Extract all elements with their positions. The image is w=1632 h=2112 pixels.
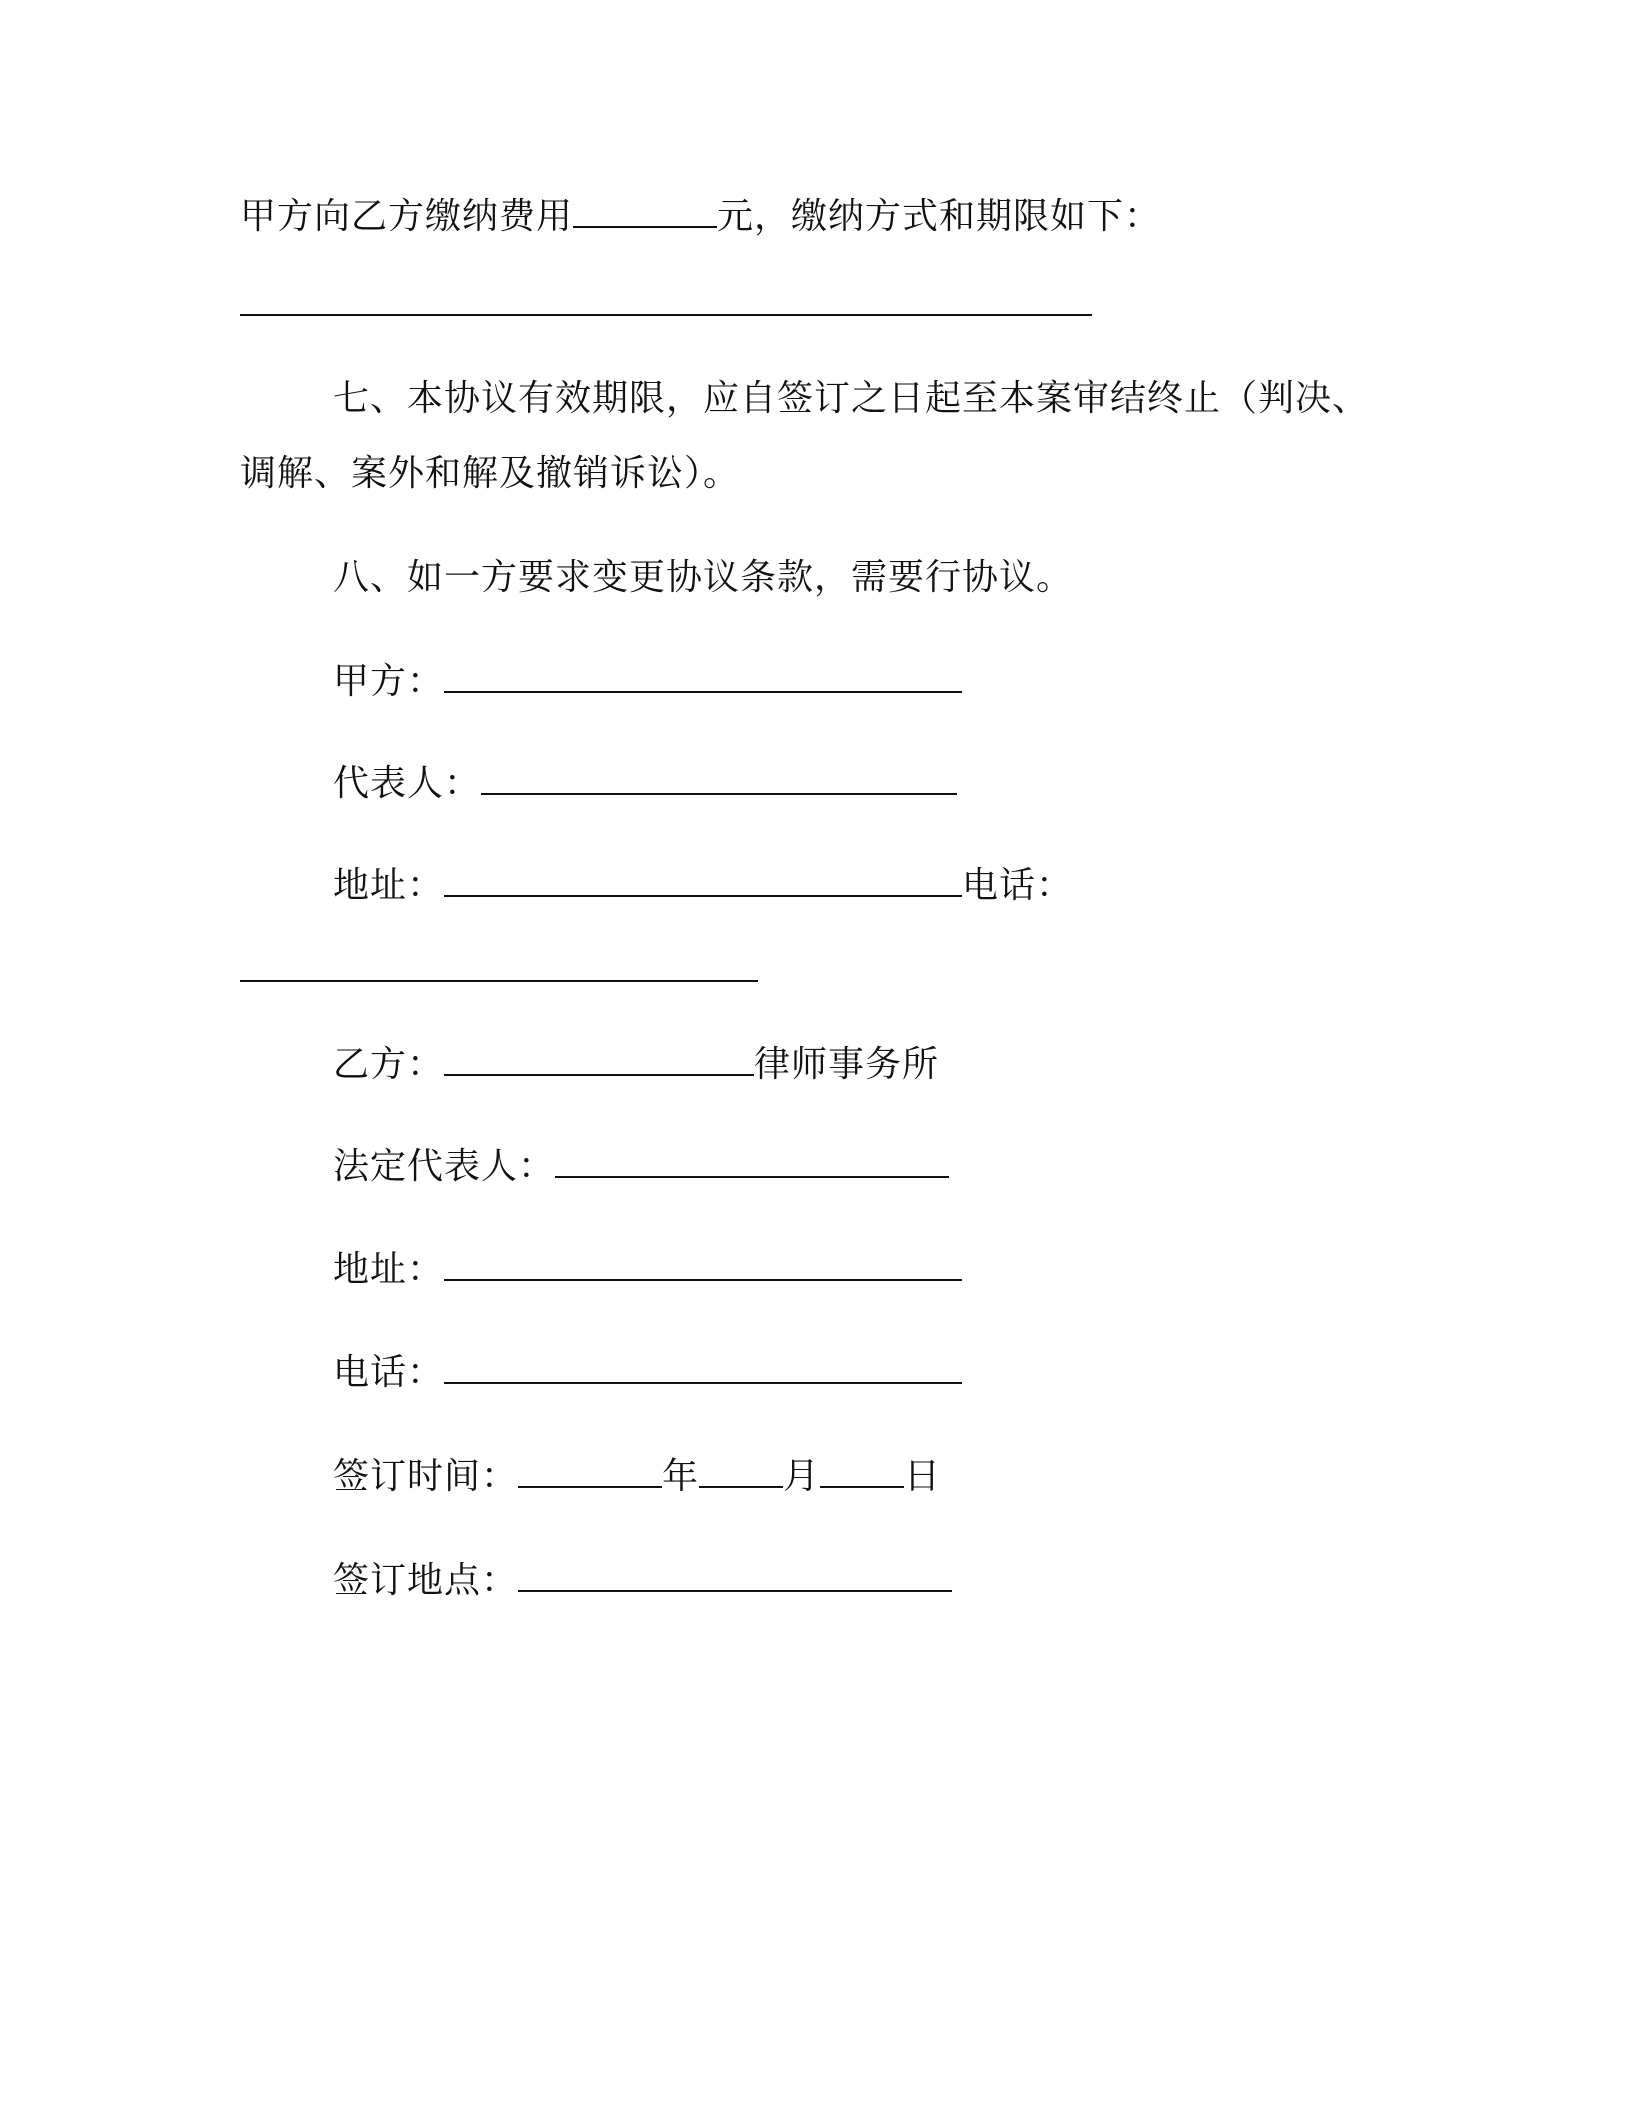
signing-day-label: 日 <box>904 1456 942 1497</box>
party-a-address-blank[interactable] <box>444 865 962 897</box>
party-b-line <box>333 1043 939 1087</box>
party-a-representative-line <box>333 762 957 806</box>
signing-day-blank[interactable] <box>820 1456 904 1488</box>
payment-method-blank[interactable] <box>240 314 1092 316</box>
signing-month-blank[interactable] <box>699 1456 783 1488</box>
fee-line <box>240 195 1161 239</box>
party-a-address-line <box>333 864 1073 908</box>
signing-time-line <box>333 1455 941 1499</box>
party-b-legal-rep-label: 法定代表人： <box>333 1146 556 1187</box>
signing-month-label: 月 <box>783 1456 821 1497</box>
party-b-legal-rep-line <box>333 1145 949 1189</box>
signing-year-label: 年 <box>662 1456 700 1497</box>
clause-7-line-2: 调解、案外和解及撤销诉讼）。 <box>240 453 741 494</box>
party-b-address-line <box>333 1248 962 1292</box>
party-a-label: 甲方： <box>333 661 445 702</box>
party-b-label: 乙方： <box>333 1044 445 1085</box>
fee-suffix: 元，缴纳方式和期限如下： <box>717 196 1162 237</box>
clause-8-text: 八、如一方要求变更协议条款，需要行协议。 <box>333 557 1074 598</box>
party-b-phone-blank[interactable] <box>444 1352 962 1384</box>
signing-place-label: 签订地点： <box>333 1560 519 1601</box>
party-a-line <box>333 660 962 704</box>
party-a-phone-label: 电话： <box>962 865 1074 906</box>
party-b-address-label: 地址： <box>333 1249 445 1290</box>
party-b-firm-suffix: 律师事务所 <box>754 1044 940 1085</box>
signing-place-blank[interactable] <box>518 1560 952 1592</box>
signing-time-label: 签订时间： <box>333 1456 519 1497</box>
party-b-legal-rep-blank[interactable] <box>555 1146 949 1178</box>
party-b-phone-label: 电话： <box>333 1352 445 1393</box>
party-a-representative-blank[interactable] <box>481 763 957 795</box>
fee-amount-blank[interactable] <box>573 196 717 228</box>
signing-year-blank[interactable] <box>518 1456 662 1488</box>
clause-7-line-1: 七、本协议有效期限，应自签订之日起至本案审结终止（判决、 <box>333 378 1370 419</box>
party-b-phone-line <box>333 1351 962 1395</box>
party-a-address-label: 地址： <box>333 865 445 906</box>
party-b-firm-blank[interactable] <box>444 1044 754 1076</box>
party-a-name-blank[interactable] <box>444 661 962 693</box>
signing-place-line <box>333 1559 952 1603</box>
fee-prefix: 甲方向乙方缴纳费用 <box>240 196 574 237</box>
party-b-address-blank[interactable] <box>444 1249 962 1281</box>
party-a-representative-label: 代表人： <box>333 763 482 804</box>
party-a-phone-blank[interactable] <box>240 980 758 982</box>
